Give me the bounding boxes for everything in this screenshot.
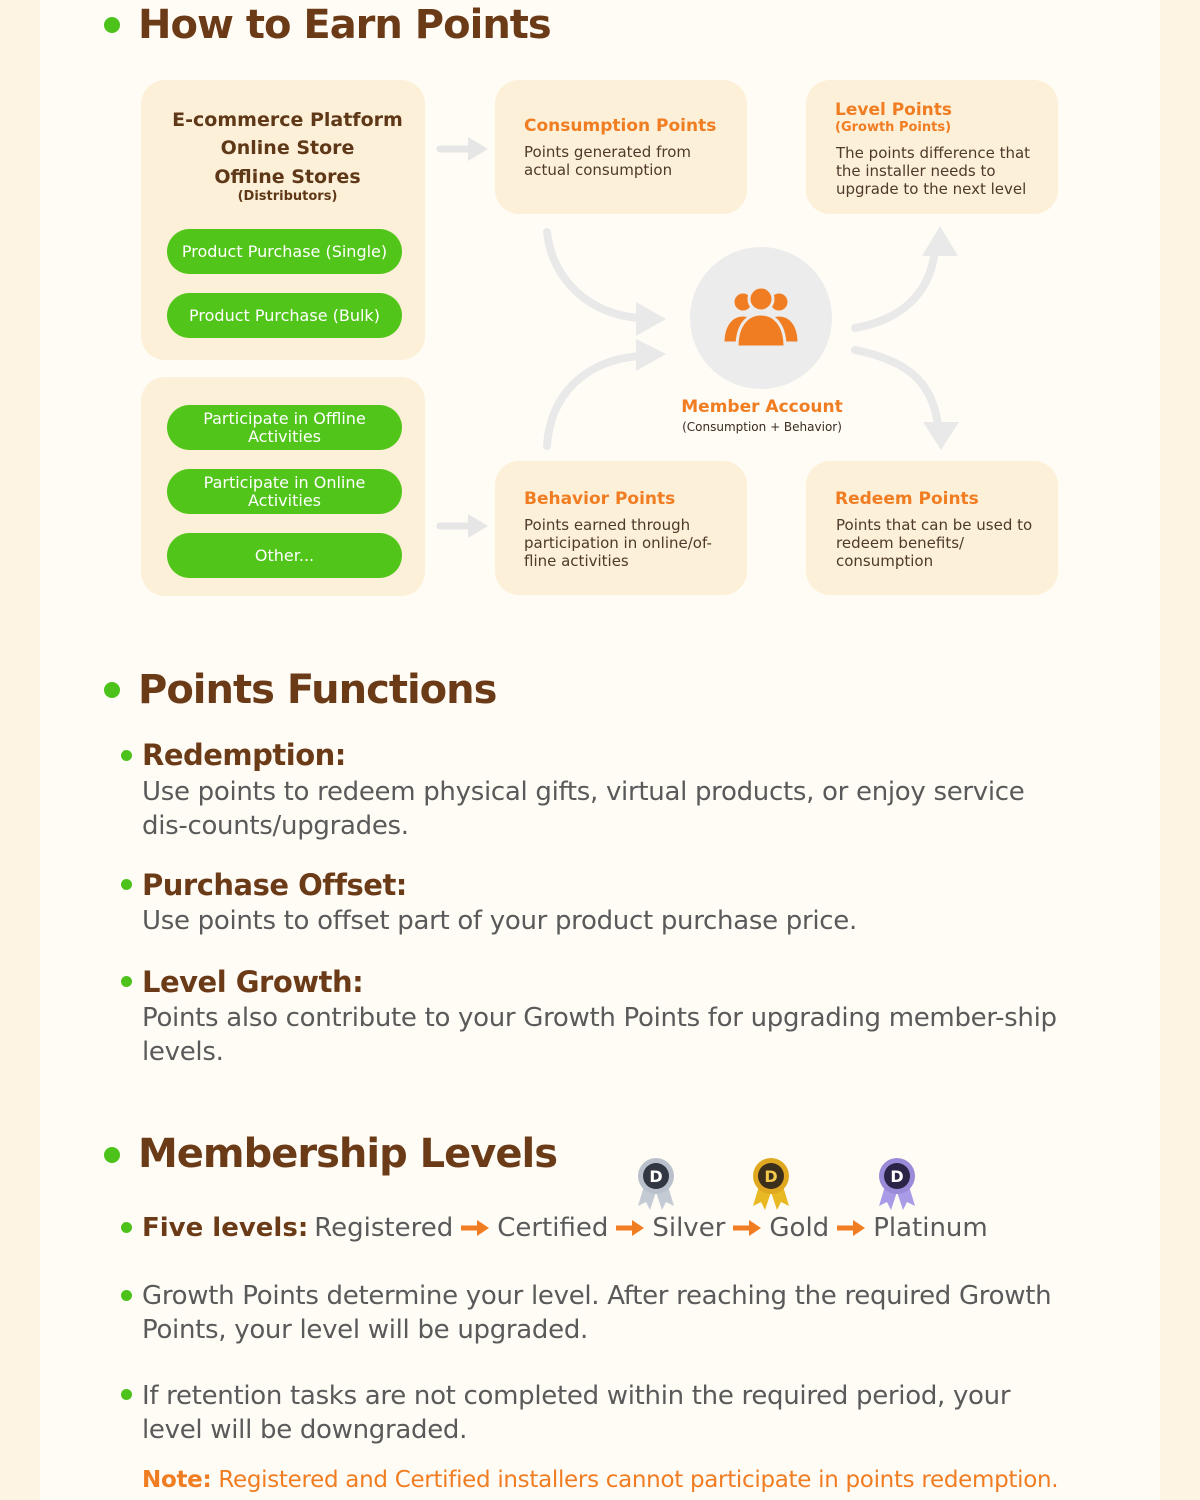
redeem-points-desc: Points that can be used to redeem benefits/ consumption [836, 516, 1033, 570]
note-label: Note: [142, 1467, 212, 1493]
level-platinum: Platinum [873, 1213, 988, 1243]
medal-letter: D [890, 1167, 904, 1186]
medal-platinum-icon [877, 1156, 917, 1212]
function-offset-text: Use points to offset part of your product purchase price. [142, 906, 857, 936]
consumption-points-title: Consumption Points [524, 116, 717, 136]
level-points-title: Level Points [835, 100, 953, 120]
consumption-points-desc: Points generated from actual consumption [524, 143, 691, 179]
section-title-earn: How to Earn Points [138, 2, 551, 48]
bullet-dot [121, 1222, 132, 1233]
source-distributors: (Distributors) [237, 189, 338, 204]
levels-row [142, 1210, 988, 1246]
redeem-points-title: Redeem Points [835, 489, 979, 509]
source-ecommerce: E-commerce Platform [172, 109, 403, 131]
bullet-dot [121, 750, 132, 761]
function-growth-text: Points also contribute to your Growth Points for upgrading member-ship levels. [142, 1003, 1057, 1067]
bullet-dot [121, 976, 132, 987]
pill-purchase-bulk: Product Purchase (Bulk) [167, 293, 402, 338]
medal-silver-icon [636, 1156, 676, 1212]
section-bullet [104, 1147, 120, 1163]
bullet-dot [121, 1290, 132, 1301]
pill-online-activities: Participate in Online Activities [167, 469, 402, 514]
arrow-right-icon [835, 1218, 867, 1238]
arrow-right-icon [436, 134, 492, 164]
pill-purchase-single: Product Purchase (Single) [167, 229, 402, 274]
function-redemption-head: Redemption: [142, 738, 346, 772]
member-account-subtitle: (Consumption + Behavior) [682, 420, 842, 434]
bullet-dot [121, 1389, 132, 1400]
medal-gold-icon [751, 1156, 791, 1212]
arrow-right-icon [731, 1218, 763, 1238]
function-offset-head: Purchase Offset: [142, 868, 407, 902]
level-points-desc: The points difference that the installer needs to upgrade to the next level [836, 144, 1031, 198]
level-certified: Certified [497, 1213, 609, 1243]
members-icon [721, 285, 801, 349]
growth-points-text: Growth Points determine your level. After reaching the required Growth Points, your level will be upgraded. [142, 1281, 1052, 1345]
note [142, 1467, 1058, 1493]
pill-offline-activities: Participate in Offline Activities [167, 405, 402, 450]
bullet-dot [121, 879, 132, 890]
source-online-store: Online Store [220, 137, 355, 159]
level-gold: Gold [769, 1213, 830, 1243]
arrow-right-icon [614, 1218, 646, 1238]
level-points-subtitle: (Growth Points) [835, 120, 952, 135]
source-offline-stores: Offline Stores [214, 166, 361, 188]
function-growth-head: Level Growth: [142, 965, 364, 999]
behavior-points-title: Behavior Points [524, 489, 676, 509]
level-registered: Registered [314, 1213, 454, 1243]
section-title-functions: Points Functions [138, 667, 497, 713]
note-text: Registered and Certified installers cannot participate in points redemption. [218, 1467, 1059, 1493]
retention-text: If retention tasks are not completed within the required period, your level will be downgraded. [142, 1381, 1011, 1445]
section-bullet [104, 17, 120, 33]
section-bullet [104, 682, 120, 698]
function-redemption-text: Use points to redeem physical gifts, virtual products, or enjoy service dis-counts/upgrades. [142, 777, 1025, 841]
section-title-levels: Membership Levels [138, 1131, 557, 1177]
arrow-right-icon [459, 1218, 491, 1238]
levels-label: Five levels: [142, 1213, 309, 1243]
medal-letter: D [649, 1167, 663, 1186]
level-silver: Silver [652, 1213, 726, 1243]
arrow-right-icon [436, 511, 492, 541]
behavior-points-desc: Points earned through participation in online/of-fline activities [524, 516, 712, 570]
medal-letter: D [764, 1167, 778, 1186]
member-account-title: Member Account [681, 397, 843, 417]
pill-other: Other... [167, 533, 402, 578]
